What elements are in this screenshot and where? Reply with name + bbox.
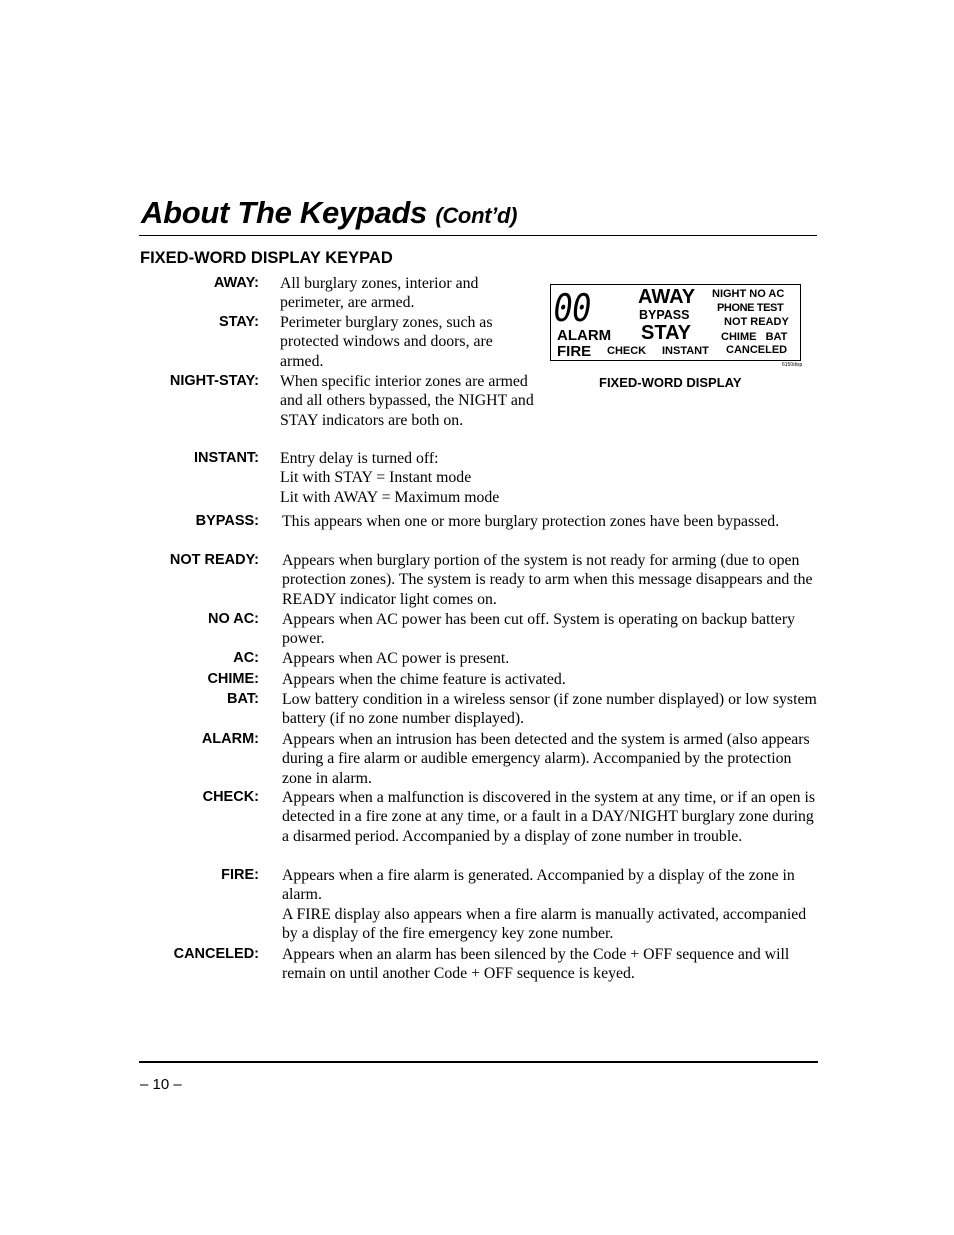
- display-not-ready: NOT READY: [724, 316, 789, 328]
- definition-instant-line: Lit with STAY = Instant mode: [280, 469, 472, 487]
- page-title: [141, 195, 517, 231]
- definition-away: All burglary zones, interior and perimeter, are armed.: [280, 275, 479, 312]
- figure-code: 6150disp: [782, 362, 803, 368]
- term-night-stay: NIGHT-STAY:: [169, 373, 259, 389]
- display-check: CHECK: [607, 345, 647, 357]
- display-chime-bat: CHIME BAT: [721, 331, 788, 343]
- page-title-contd: (Cont’d): [435, 203, 518, 228]
- term-chime: CHIME:: [207, 671, 259, 687]
- display-fire: FIRE: [557, 343, 592, 360]
- term-alarm: ALARM:: [201, 731, 259, 747]
- definition-check: Appears when a malfunction is discovered in the system at any time, or if an open is detected in a fire zone at any time, or a fault in a DAY/NIGHT burglary zone during a disarmed period. Accompanied by a display of zone number in trouble.: [282, 789, 816, 845]
- term-ac: AC:: [233, 650, 259, 666]
- term-instant: INSTANT:: [194, 450, 259, 466]
- definition-fire: [282, 866, 817, 943]
- display-canceled: CANCELED: [726, 344, 788, 356]
- term-canceled: CANCELED:: [173, 946, 259, 962]
- term-bat: BAT:: [227, 691, 259, 707]
- definition-bat: Low battery condition in a wireless sensor (if zone number displayed) or low system battery (if no zone number displayed).: [282, 691, 817, 728]
- display-digits: 00: [550, 286, 594, 330]
- display-instant: INSTANT: [662, 345, 709, 357]
- page-title-main: About The Keypads: [141, 195, 427, 230]
- section-heading: FIXED-WORD DISPLAY KEYPAD: [140, 249, 393, 267]
- definition-instant-line: Entry delay is turned off:: [280, 450, 439, 467]
- figure-caption: FIXED-WORD DISPLAY: [599, 375, 742, 390]
- definition-ac: Appears when AC power is present.: [282, 650, 510, 667]
- term-fire: FIRE:: [221, 867, 259, 883]
- page-number: – 10 –: [140, 1076, 182, 1093]
- definition-chime: Appears when the chime feature is activated.: [282, 671, 566, 688]
- display-bypass: BYPASS: [639, 308, 690, 322]
- definition-fire-para: Appears when a fire alarm is generated. Accompanied by a display of the zone in alarm.: [282, 867, 795, 904]
- term-away: AWAY:: [213, 275, 259, 291]
- fixed-word-display-figure: [550, 284, 801, 361]
- definition-instant-line: Lit with AWAY = Maximum mode: [280, 488, 500, 506]
- definition-not-ready: Appears when burglary portion of the system is not ready for arming (due to open protection zones). The system is ready to arm when this message disappears and the READY indicator light comes on.: [282, 552, 813, 608]
- term-not-ready: NOT READY:: [169, 552, 259, 568]
- title-rule: [139, 235, 817, 236]
- definition-stay: Perimeter burglary zones, such as protected windows and doors, are armed.: [280, 314, 493, 370]
- definition-instant: [280, 449, 540, 507]
- definition-canceled: Appears when an alarm has been silenced by the Code + OFF sequence and will remain on until another Code + OFF sequence is keyed.: [282, 946, 790, 983]
- definition-alarm: Appears when an intrusion has been detected and the system is armed (also appears during a fire alarm or audible emergency alarm). Accompanied by the protection zone in alarm.: [282, 731, 810, 787]
- display-away: AWAY: [638, 286, 696, 308]
- display-night-no-ac: NIGHT NO AC: [712, 288, 785, 300]
- definition-fire-para: A FIRE display also appears when a fire alarm is manually activated, accompanied by a display of the fire emergency key zone number.: [282, 905, 807, 942]
- display-stay: STAY: [641, 322, 692, 344]
- definition-bypass: This appears when one or more burglary protection zones have been bypassed.: [282, 513, 780, 530]
- term-check: CHECK:: [202, 789, 259, 805]
- definition-night-stay: When specific interior zones are armed and all others bypassed, the NIGHT and STAY indicators are both on.: [280, 373, 534, 429]
- display-alarm: ALARM: [557, 327, 612, 344]
- term-stay: STAY:: [218, 314, 259, 330]
- term-no-ac: NO AC:: [207, 611, 259, 627]
- term-bypass: BYPASS:: [195, 513, 259, 529]
- footer-rule: [139, 1061, 818, 1063]
- display-phone-test: PHONE TEST: [717, 302, 784, 314]
- definition-no-ac: Appears when AC power has been cut off. System is operating on backup battery power.: [282, 611, 795, 648]
